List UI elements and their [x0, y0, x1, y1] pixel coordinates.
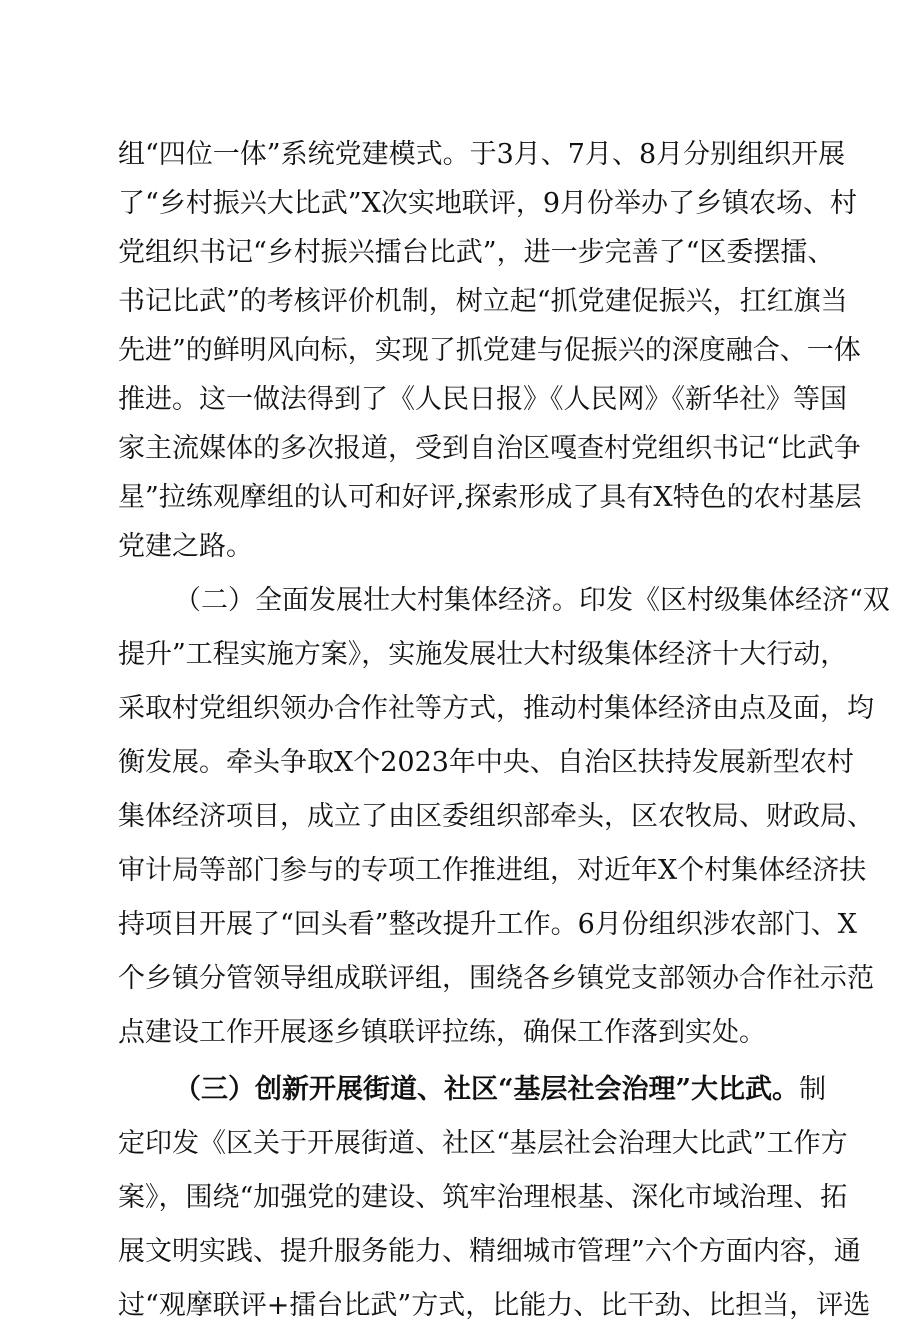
paragraph3-line-4: 过“观摩联评+擂台比武”方式，比能力、比干劲、比担当，评选 [118, 1290, 871, 1321]
paragraph2-line-6: 审计局等部门参与的专项工作推进组，对近年X个村集体经济扶 [118, 855, 867, 886]
paragraph2-line-9: 点建设工作开展逐乡镇联评拉练，确保工作落到实处。 [118, 1017, 766, 1048]
paragraph2-line-7: 持项目开展了“回头看”整改提升工作。6月份组织涉农部门、X [118, 909, 858, 940]
section-heading-tail: 制 [799, 1074, 827, 1105]
paragraph2-line-5: 集体经济项目，成立了由区委组织部牵头，区农牧局、财政局、 [118, 801, 874, 832]
paragraph1-line-8: 星”拉练观摩组的认可和好评,探索形成了具有X特色的农村基层 [118, 482, 862, 513]
paragraph1-line-5: 先进”的鲜明风向标，实现了抓党建与促振兴的深度融合、一体 [118, 335, 861, 366]
paragraph1-line-3: 党组织书记“乡村振兴擂台比武”，进一步完善了“区委摆擂、 [118, 237, 835, 268]
paragraph2-line-3: 采取村党组织领办合作社等方式，推动村集体经济由点及面，均 [118, 693, 874, 724]
paragraph3-line-1: 定印发《区关于开展街道、社区“基层社会治理大比武”工作方 [118, 1128, 848, 1159]
paragraph1-line-1: 组“四位一体”系统党建模式。于3月、7月、8月分别组织开展 [118, 139, 846, 170]
paragraph2-line-2: 提升”工程实施方案》，实施发展壮大村级集体经济十大行动， [118, 639, 848, 670]
section-heading: （三）创新开展街道、社区“基层社会治理”大比武。 [174, 1074, 800, 1105]
paragraph3-line-3: 展文明实践、提升服务能力、精细城市管理”六个方面内容，通 [118, 1236, 861, 1267]
paragraph1-line-9: 党建之路。 [118, 531, 253, 562]
paragraph1-line-6: 推进。这一做法得到了《人民日报》《人民网》《新华社》等国 [118, 384, 847, 415]
paragraph1-line-7: 家主流媒体的多次报道，受到自治区嘎查村党组织书记“比武争 [118, 433, 861, 464]
paragraph2-line-4: 衡发展。牵头争取X个2023年中央、自治区扶持发展新型农村 [118, 747, 854, 778]
paragraph3-line-2: 案》，围绕“加强党的建设、筑牢治理根基、深化市域治理、拓 [118, 1182, 848, 1213]
paragraph1-line-4: 书记比武”的考核评价机制，树立起“抓党建促振兴，扛红旗当 [118, 286, 848, 317]
paragraph3-heading-line [174, 1073, 827, 1107]
paragraph2-line-8: 个乡镇分管领导组成联评组，围绕各乡镇党支部领办合作社示范 [118, 963, 874, 994]
paragraph1-line-2: 了“乡村振兴大比武”X次实地联评，9月份举办了乡镇农场、村 [118, 188, 858, 219]
paragraph2-line-1: （二）全面发展壮大村集体经济。印发《区村级集体经济“双 [174, 585, 890, 616]
